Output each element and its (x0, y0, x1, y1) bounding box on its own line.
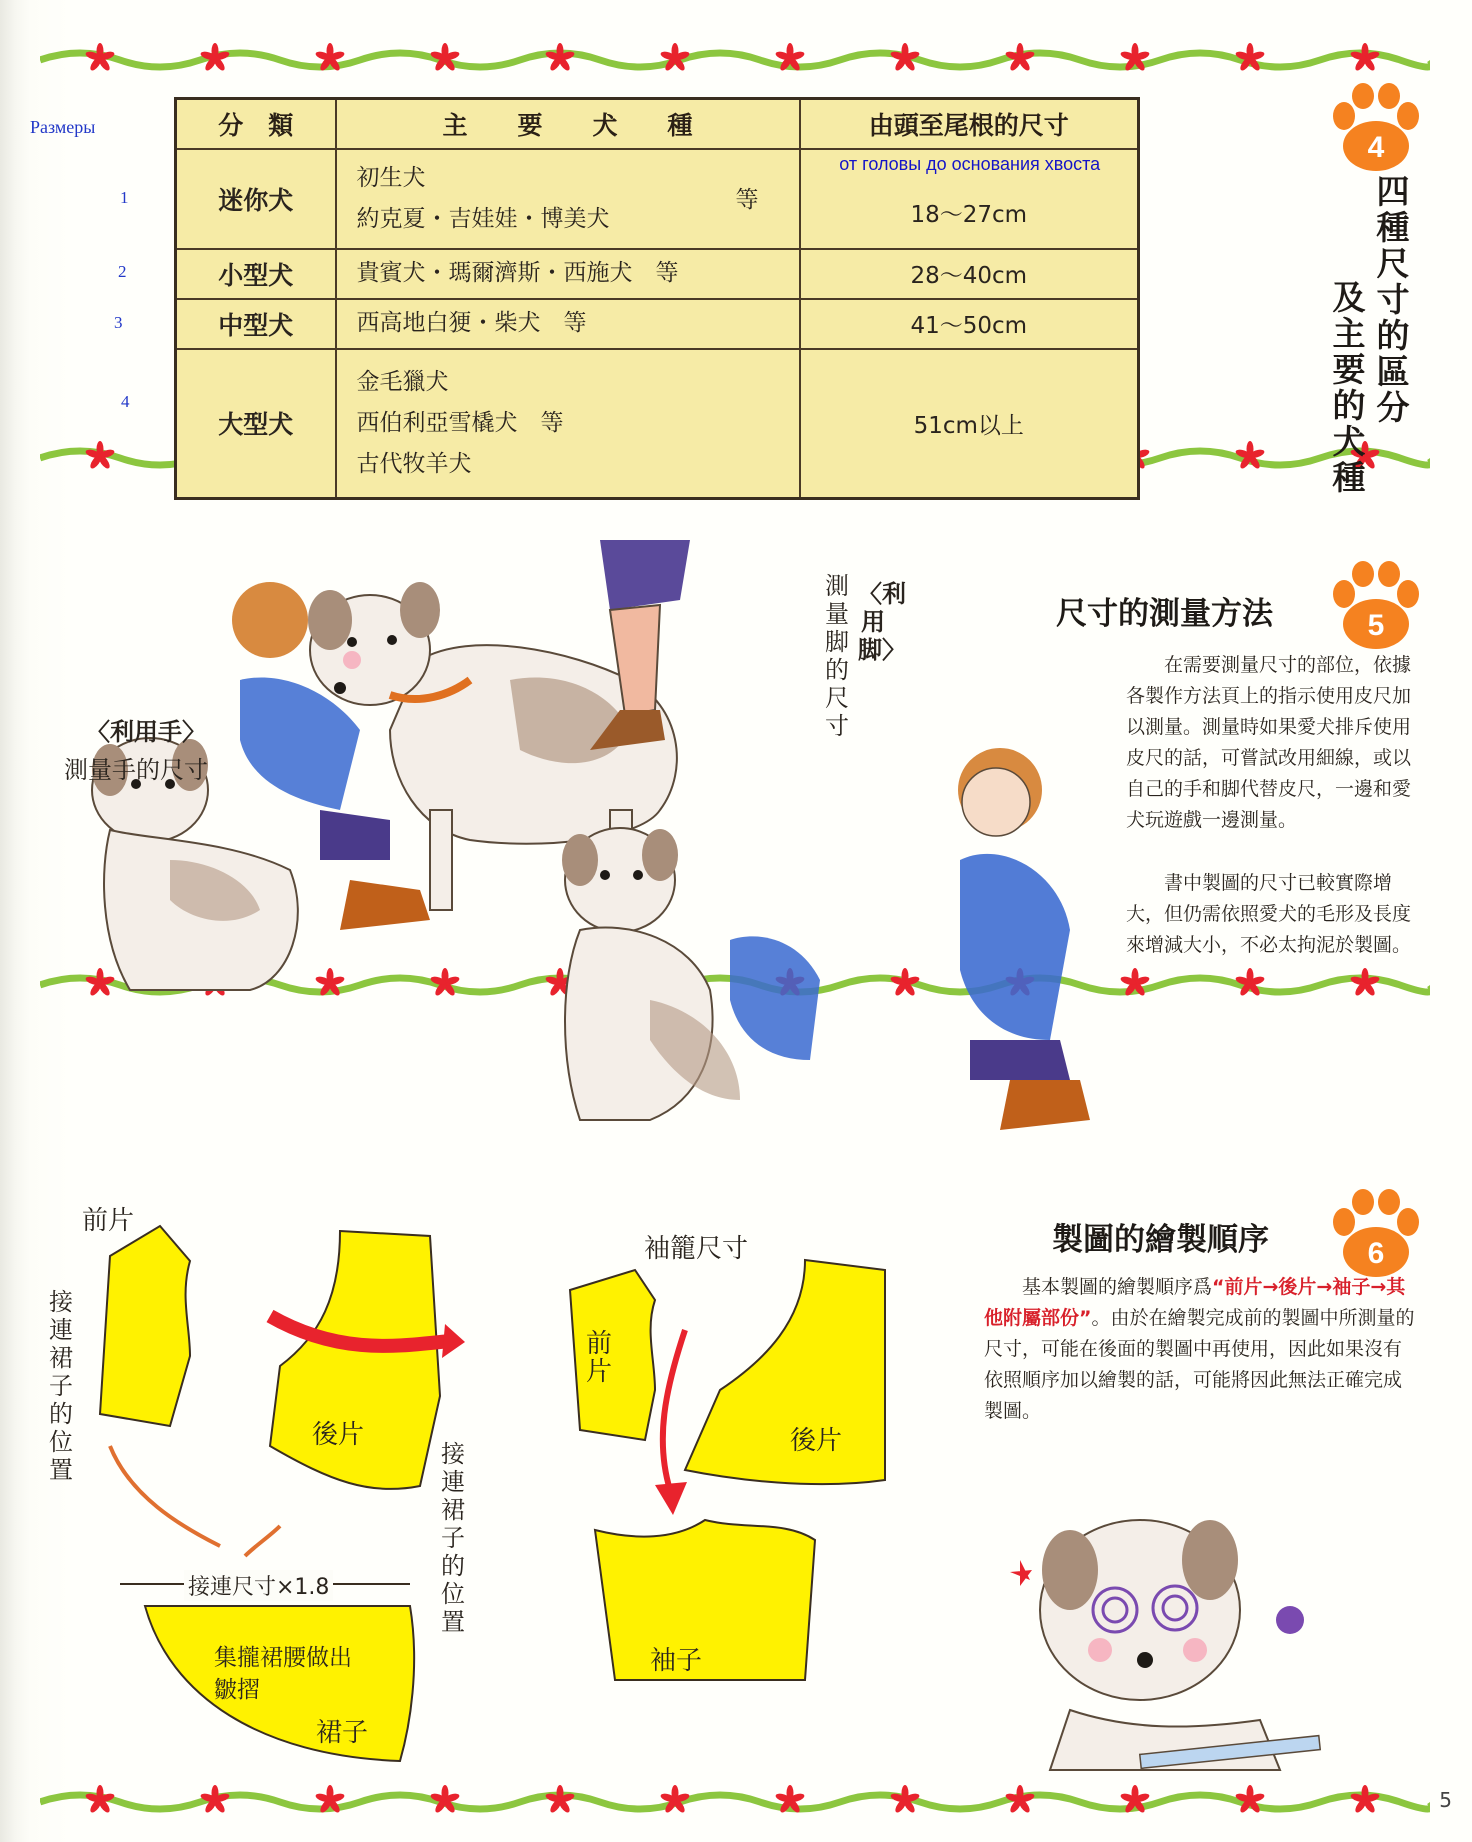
category-cell: 中型犬 (176, 299, 336, 349)
back-label-right: 後片 (790, 1426, 843, 1456)
section6-text-red: “前片→後片→袖子→其他附屬部份” (984, 1276, 1406, 1329)
gather-label: 集攏裙腰做出皺摺 (214, 1645, 352, 1703)
size-value: 41～50cm (800, 299, 1139, 349)
vine-stem (40, 1795, 1430, 1809)
front-piece-shape (100, 1226, 190, 1426)
paw-badge-6 (1330, 1188, 1422, 1280)
planet-icon (1276, 1606, 1304, 1634)
paw-number: 4 (1367, 131, 1385, 164)
measure-label: 接連尺寸×1.8 (184, 1570, 333, 1601)
paw-number: 5 (1367, 609, 1385, 642)
header-note-ru: от головы до основания хвоста (839, 153, 1101, 174)
section4-title-col2: 及主要的犬種 (1332, 278, 1366, 497)
front-label-right: 前片 (585, 1329, 612, 1387)
paw-badge-5 (1330, 560, 1422, 652)
flower-icon (545, 1785, 576, 1814)
section5-paragraph-1: 在需要測量尺寸的部位，依據各製作方法頁上的指示使用皮尺加以測量。測量時如果愛犬排斥使用皮尺的話，可嘗試改用細線，或以自己的手和脚代替皮尺，一邊和愛犬玩遊戲一邊測量。 (1126, 654, 1412, 831)
armhole-label: 袖籠尺寸 (644, 1234, 749, 1264)
foot-title: 〈利用脚〉 (858, 580, 906, 664)
size-value: 28～40cm (800, 249, 1139, 299)
section6-text-before: 基本製圖的繪製順序爲 (1022, 1276, 1213, 1298)
breed-line: 古代牧羊犬 (356, 450, 472, 477)
row-number-4: 4 (121, 392, 130, 411)
girl-kneeling-right (730, 936, 820, 1060)
sleeve-shape (595, 1520, 815, 1680)
paw-icon (1330, 1188, 1422, 1280)
breed-line: 西高地白㹴・柴犬 等 (356, 310, 587, 336)
flower-icon (545, 43, 576, 72)
row-number-1: 1 (120, 188, 129, 207)
flower-icon (85, 1785, 116, 1814)
table-row (176, 299, 1139, 349)
star-icon (1010, 1560, 1032, 1586)
section5-title: 尺寸的測量方法 (1056, 596, 1273, 632)
flower-icon (1350, 968, 1381, 997)
attach-label-right: 接連裙子的位置 (441, 1440, 465, 1636)
breeds-cell (336, 349, 800, 499)
size-value: 18～27cm (910, 202, 1028, 228)
flower-icon (890, 1785, 921, 1814)
back-label-left: 後片 (312, 1420, 365, 1450)
vine-stem (40, 53, 1430, 67)
paw-icon (1330, 560, 1422, 652)
size-cell (800, 149, 1139, 249)
flower-icon (85, 441, 116, 470)
girl-right-illustration (820, 740, 1120, 1140)
section4-title-col1: 四種尺寸的區分 (1376, 172, 1410, 427)
row-number-3: 3 (114, 313, 123, 332)
breeds-cell (336, 149, 800, 249)
category-cell: 大型犬 (176, 349, 336, 499)
flower-icon (1005, 43, 1036, 72)
header-breeds: 主 要 犬 種 (336, 99, 800, 149)
front-label-left: 前片 (82, 1206, 135, 1236)
back-piece-shape (685, 1260, 885, 1484)
table-row (176, 249, 1139, 299)
category-cell: 小型犬 (176, 249, 336, 299)
vine-border-top (40, 40, 1430, 76)
breed-line: 約克夏・吉娃娃・博美犬 (356, 205, 610, 232)
paw-icon (1330, 82, 1422, 174)
header-size: 由頭至尾根的尺寸 (800, 99, 1139, 149)
table-row (176, 349, 1139, 499)
section6-title: 製圖的繪製順序 (1052, 1222, 1269, 1258)
row-number-2: 2 (118, 262, 127, 281)
red-arrow (663, 1330, 685, 1490)
table-row (176, 149, 1139, 249)
sizes-note: Размеры (30, 117, 96, 137)
section6-paragraph (984, 1272, 1416, 1427)
hand-title: 〈利用手〉 (86, 718, 206, 746)
orange-arrow (245, 1526, 280, 1556)
breed-line: 西伯利亞雪橇犬 等 (356, 409, 564, 436)
flower-icon (1350, 43, 1381, 72)
section5-paragraph-2: 書中製圖的尺寸已較實際增大，但仍需依照愛犬的毛形及長度來增減大小，不必太拘泥於製圖。 (1126, 872, 1412, 956)
flower-icon (200, 43, 231, 72)
paw-badge-4 (1330, 82, 1422, 174)
attach-label-left: 接連裙子的位置 (49, 1288, 73, 1484)
header-category: 分 類 (176, 99, 336, 149)
etc-label: 等 (735, 186, 759, 213)
flower-icon (85, 43, 116, 72)
red-arrow-head (655, 1482, 687, 1515)
breed-line: 貴賓犬・瑪爾濟斯・西施犬 等 (356, 260, 679, 286)
sleeve-label: 袖子 (650, 1646, 703, 1676)
breeds-cell (336, 249, 800, 299)
flower-icon (890, 43, 921, 72)
red-arrow-head (442, 1324, 465, 1358)
flower-icon (200, 1785, 231, 1814)
orange-arrow (110, 1446, 220, 1546)
dizzy-dog-illustration (990, 1500, 1350, 1790)
section6-text-after: 。由於在繪製完成前的製圖中所測量的尺寸，可能在後面的製圖中再使用，因此如果沒有依照順序加以繪製的話，可能將因此無法正確完成製圖。 (984, 1307, 1415, 1422)
category-cell: 迷你犬 (176, 149, 336, 249)
paw-number: 6 (1367, 1237, 1385, 1270)
breeds-cell (336, 299, 800, 349)
breed-line: 金毛獵犬 (356, 368, 449, 395)
hand-caption: 測量手的尺寸 (64, 756, 208, 784)
foot-caption: 測量脚的尺寸 (825, 572, 849, 740)
measuring-illustration (90, 540, 830, 1140)
size-table (174, 97, 1140, 500)
dog-sitting-right (562, 828, 740, 1120)
page-number: 5 (1439, 1788, 1452, 1812)
flower-icon (1350, 1785, 1381, 1814)
skirt-label: 裙子 (316, 1718, 369, 1748)
pattern-diagram-right (555, 1240, 925, 1690)
size-value: 51cm以上 (800, 349, 1139, 499)
breed-line: 初生犬 (356, 164, 426, 191)
